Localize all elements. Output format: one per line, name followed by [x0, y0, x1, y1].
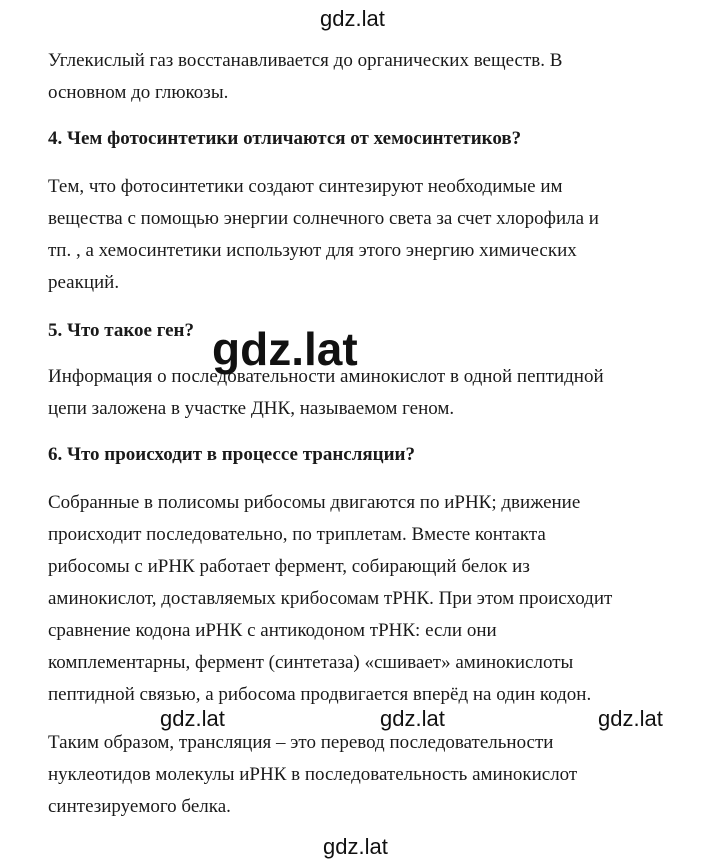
- watermark-row-left: gdz.lat: [160, 706, 225, 731]
- answer-6-line-4: аминокислот, доставляемых крибосомам тРНК. При этом происходит: [48, 588, 613, 609]
- watermark-row-center: gdz.lat: [380, 706, 445, 731]
- watermark-row-right: gdz.lat: [598, 706, 663, 731]
- intro-line-2: основном до глюкозы.: [48, 82, 229, 103]
- answer-4-line-1: Тем, что фотосинтетики создают синтезируют необходимые им: [48, 176, 563, 197]
- answer-4-line-3: тп. , а хемосинтетики используют для этого энергию химических: [48, 240, 577, 261]
- question-5: 5. Что такое ген?: [48, 320, 194, 341]
- answer-6-line-7: пептидной связью, а рибосома продвигается вперёд на один кодон.: [48, 684, 592, 705]
- answer-6-line-1: Собранные в полисомы рибосомы двигаются по иРНК; движение: [48, 492, 581, 513]
- watermark-top: gdz.lat: [320, 6, 385, 31]
- answer-4-line-2: вещества с помощью энергии солнечного света за счет хлорофила и: [48, 208, 599, 229]
- question-6: 6. Что происходит в процессе трансляции?: [48, 444, 416, 465]
- answer-6-line-3: рибосомы с иРНК работает фермент, собирающий белок из: [48, 556, 530, 577]
- answer-6-line-6: комплементарны, фермент (синтетаза) «сшивает» аминокислоты: [48, 652, 574, 673]
- answer-4-line-4: реакций.: [48, 272, 120, 293]
- conclusion-line-2: нуклеотидов молекулы иРНК в последовательность аминокислот: [48, 764, 578, 785]
- answer-6-line-2: происходит последовательно, по триплетам. Вместе контакта: [48, 524, 546, 545]
- answer-5-line-2: цепи заложена в участке ДНК, называемом геном.: [48, 398, 455, 419]
- watermark-big: gdz.lat: [212, 323, 358, 375]
- question-4: 4. Чем фотосинтетики отличаются от хемосинтетиков?: [48, 128, 522, 149]
- intro-line-1: Углекислый газ восстанавливается до органических веществ. В: [48, 50, 563, 71]
- answer-5-line-1: Информация о последовательности аминокислот в одной пептидной: [48, 366, 604, 387]
- conclusion-line-1: Таким образом, трансляция – это перевод последовательности: [48, 732, 554, 753]
- answer-6-line-5: сравнение кодона иРНК с антикодоном тРНК: если они: [48, 620, 497, 641]
- conclusion-line-3: синтезируемого белка.: [48, 796, 231, 817]
- watermark-bottom: gdz.lat: [323, 834, 388, 859]
